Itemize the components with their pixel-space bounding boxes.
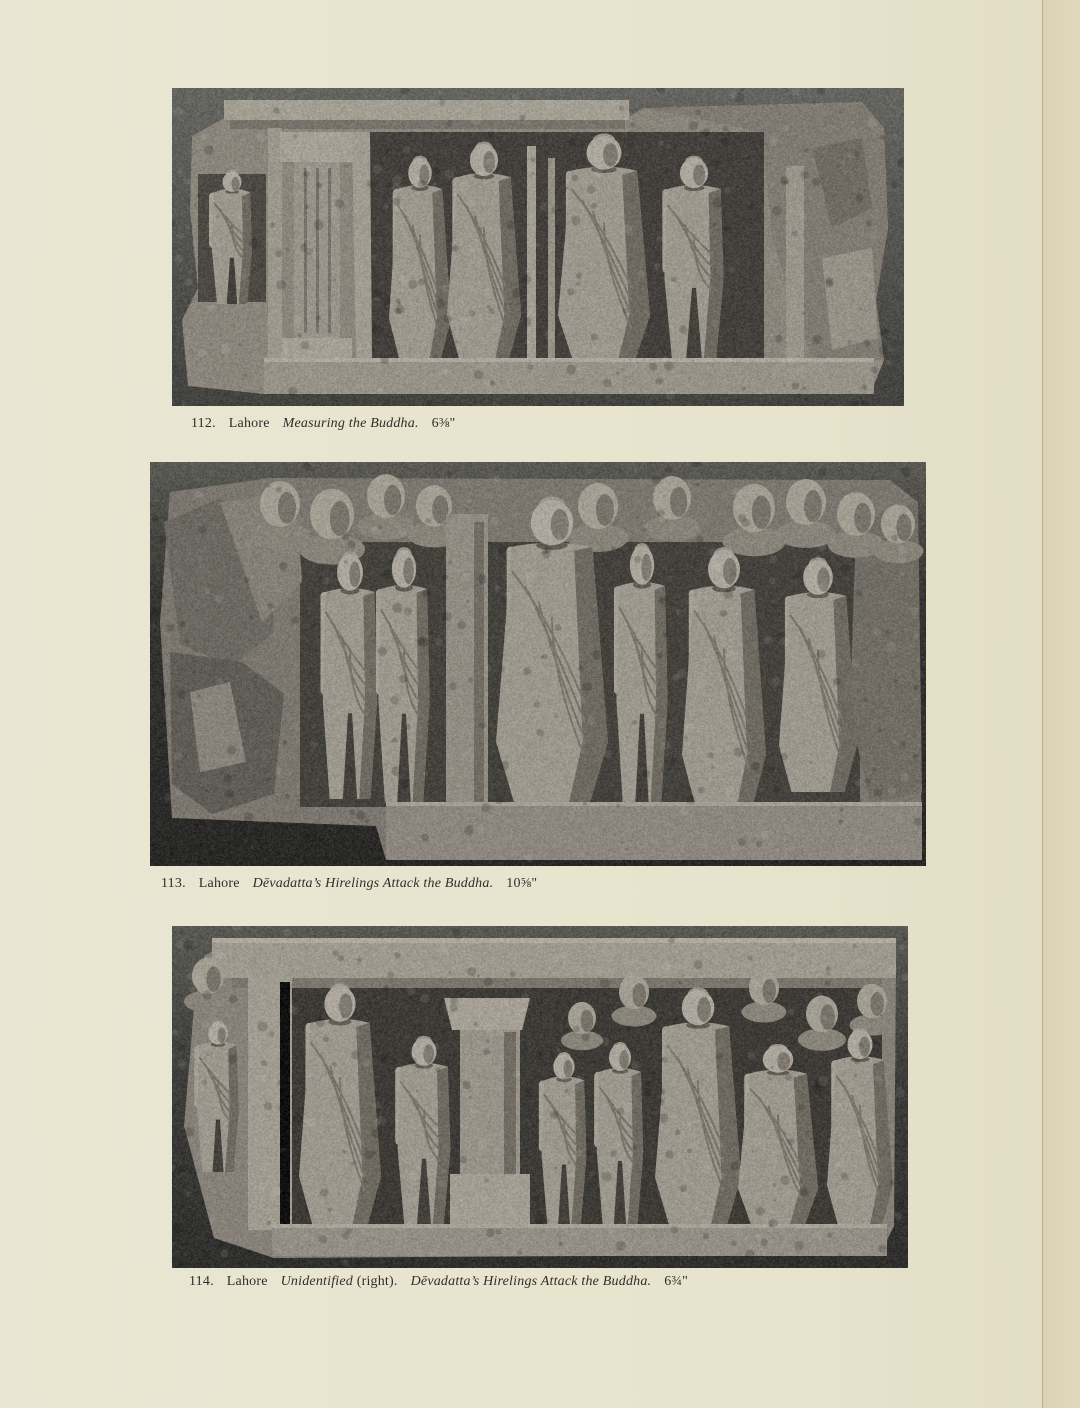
plate-112-photo xyxy=(172,88,904,406)
plate-number: 114. xyxy=(189,1274,214,1289)
caption-112 xyxy=(191,416,455,432)
plate-size: 6⅜" xyxy=(431,416,456,431)
plate-title-secondary: Dēvadatta’s Hirelings Attack the Buddha. xyxy=(410,1274,652,1289)
plate-113-photo xyxy=(150,462,926,866)
plate-title: Dēvadatta’s Hirelings Attack the Buddha. xyxy=(252,876,494,891)
caption-113 xyxy=(161,876,537,892)
plate-location: Lahore xyxy=(198,876,240,891)
plate-number: 113. xyxy=(161,876,186,891)
plate-title: Unidentified xyxy=(280,1274,354,1289)
plate-number: 112. xyxy=(191,416,216,431)
plate-title-group xyxy=(281,1274,398,1290)
plate-size: 6¾" xyxy=(664,1274,689,1289)
plate-location: Lahore xyxy=(228,416,270,431)
photo-grain xyxy=(172,926,908,1268)
photo-grain xyxy=(172,88,904,406)
plate-size: 10⅝" xyxy=(506,876,538,891)
plate-title: Measuring the Buddha. xyxy=(282,416,419,431)
plate-note: (right). xyxy=(356,1274,398,1289)
plate-location: Lahore xyxy=(226,1274,268,1289)
caption-114 xyxy=(189,1274,688,1290)
plate-114-photo xyxy=(172,926,908,1268)
photo-grain xyxy=(150,462,926,866)
page-edge xyxy=(1042,0,1080,1408)
